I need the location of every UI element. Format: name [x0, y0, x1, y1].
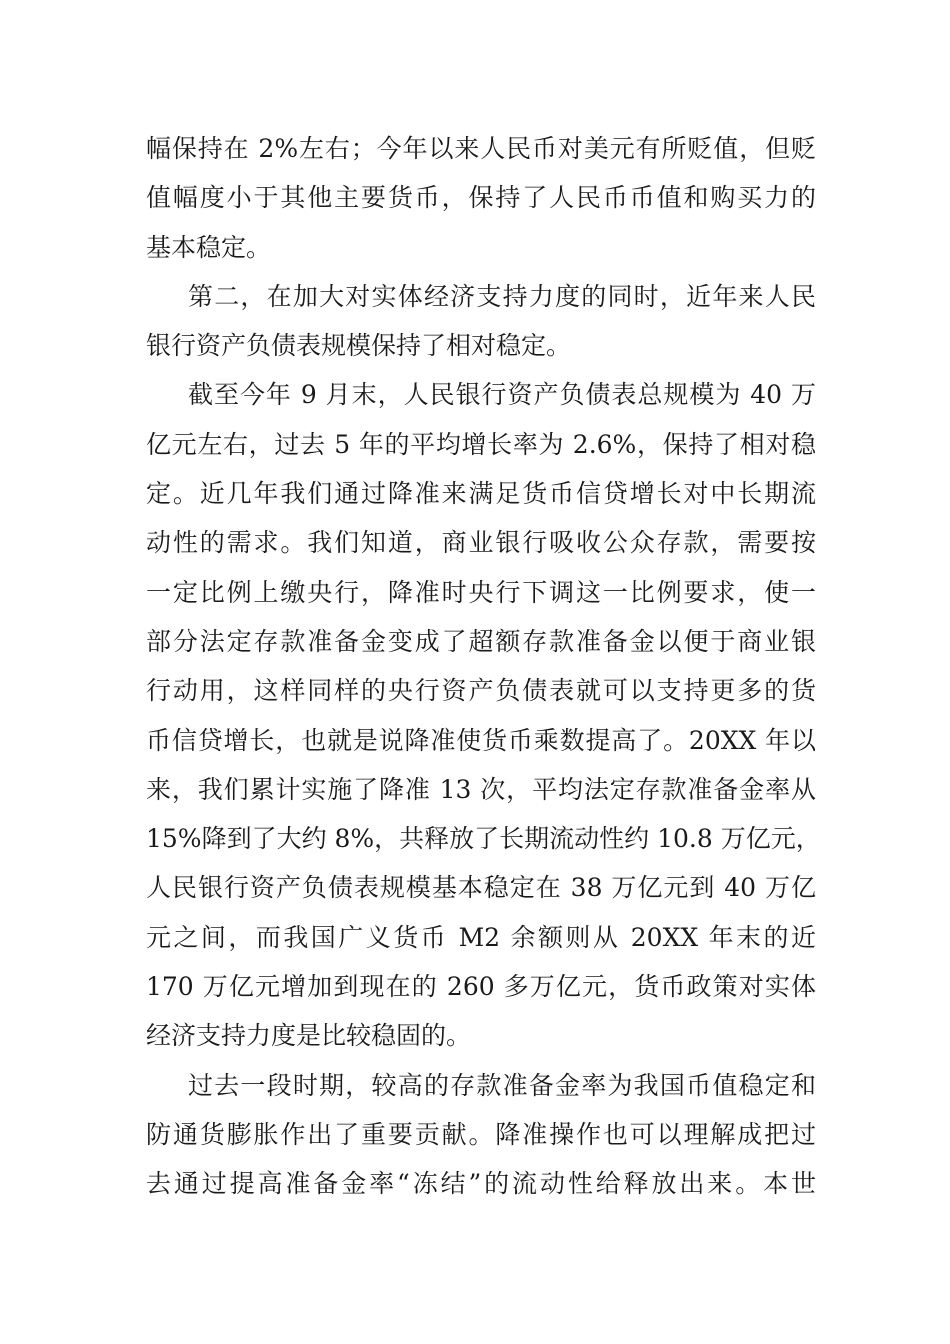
- text-line: 行动用，这样同样的央行资产负债表就可以支持更多的货: [146, 676, 816, 706]
- text-line: 银行资产负债表规模保持了相对稳定。: [146, 331, 572, 361]
- text-line: 定。近几年我们通过降准来满足货币信贷增长对中长期流: [146, 479, 816, 509]
- text-line: 过去一段时期，较高的存款准备金率为我国币值稳定和: [188, 1070, 816, 1100]
- text-line: 人民银行资产负债表规模基本稳定在 38 万亿元到 40 万亿: [146, 873, 816, 903]
- text-line: 去通过提高准备金率“冻结”的流动性给释放出来。本世: [146, 1169, 816, 1199]
- text-line: 幅保持在 2%左右；今年以来人民币对美元有所贬值，但贬: [146, 134, 816, 163]
- text-line: 部分法定存款准备金变成了超额存款准备金以便于商业银: [146, 626, 816, 656]
- text-line: 防通货膨胀作出了重要贡献。降准操作也可以理解成把过: [146, 1119, 816, 1149]
- text-line: 第二，在加大对实体经济支持力度的同时，近年来人民: [188, 281, 816, 311]
- text-line: 截至今年 9 月末，人民银行资产负债表总规模为 40 万: [188, 380, 816, 410]
- text-line: 币信贷增长，也就是说降准使货币乘数提高了。20XX 年以: [146, 725, 816, 755]
- text-line: 来，我们累计实施了降准 13 次，平均法定存款准备金率从: [146, 774, 816, 804]
- body-text: [146, 124, 821, 1209]
- text-line: 动性的需求。我们知道，商业银行吸收公众存款，需要按: [146, 528, 816, 558]
- text-line: 经济支持力度是比较稳固的。: [146, 1021, 472, 1051]
- text-line: 15%降到了大约 8%，共释放了长期流动性约 10.8 万亿元，: [146, 824, 821, 854]
- text-line: 一定比例上缴央行，降准时央行下调这一比例要求，使一: [146, 577, 816, 607]
- text-line: 值幅度小于其他主要货币，保持了人民币币值和购买力的: [146, 183, 816, 213]
- text-line: 基本稳定。: [146, 232, 272, 262]
- text-line: 亿元左右，过去 5 年的平均增长率为 2.6%，保持了相对稳: [146, 429, 816, 459]
- text-line: 170 万亿元增加到现在的 260 多万亿元，货币政策对实体: [146, 972, 816, 1002]
- text-line: 元之间，而我国广义货币 M2 余额则从 20XX 年末的近: [146, 922, 816, 952]
